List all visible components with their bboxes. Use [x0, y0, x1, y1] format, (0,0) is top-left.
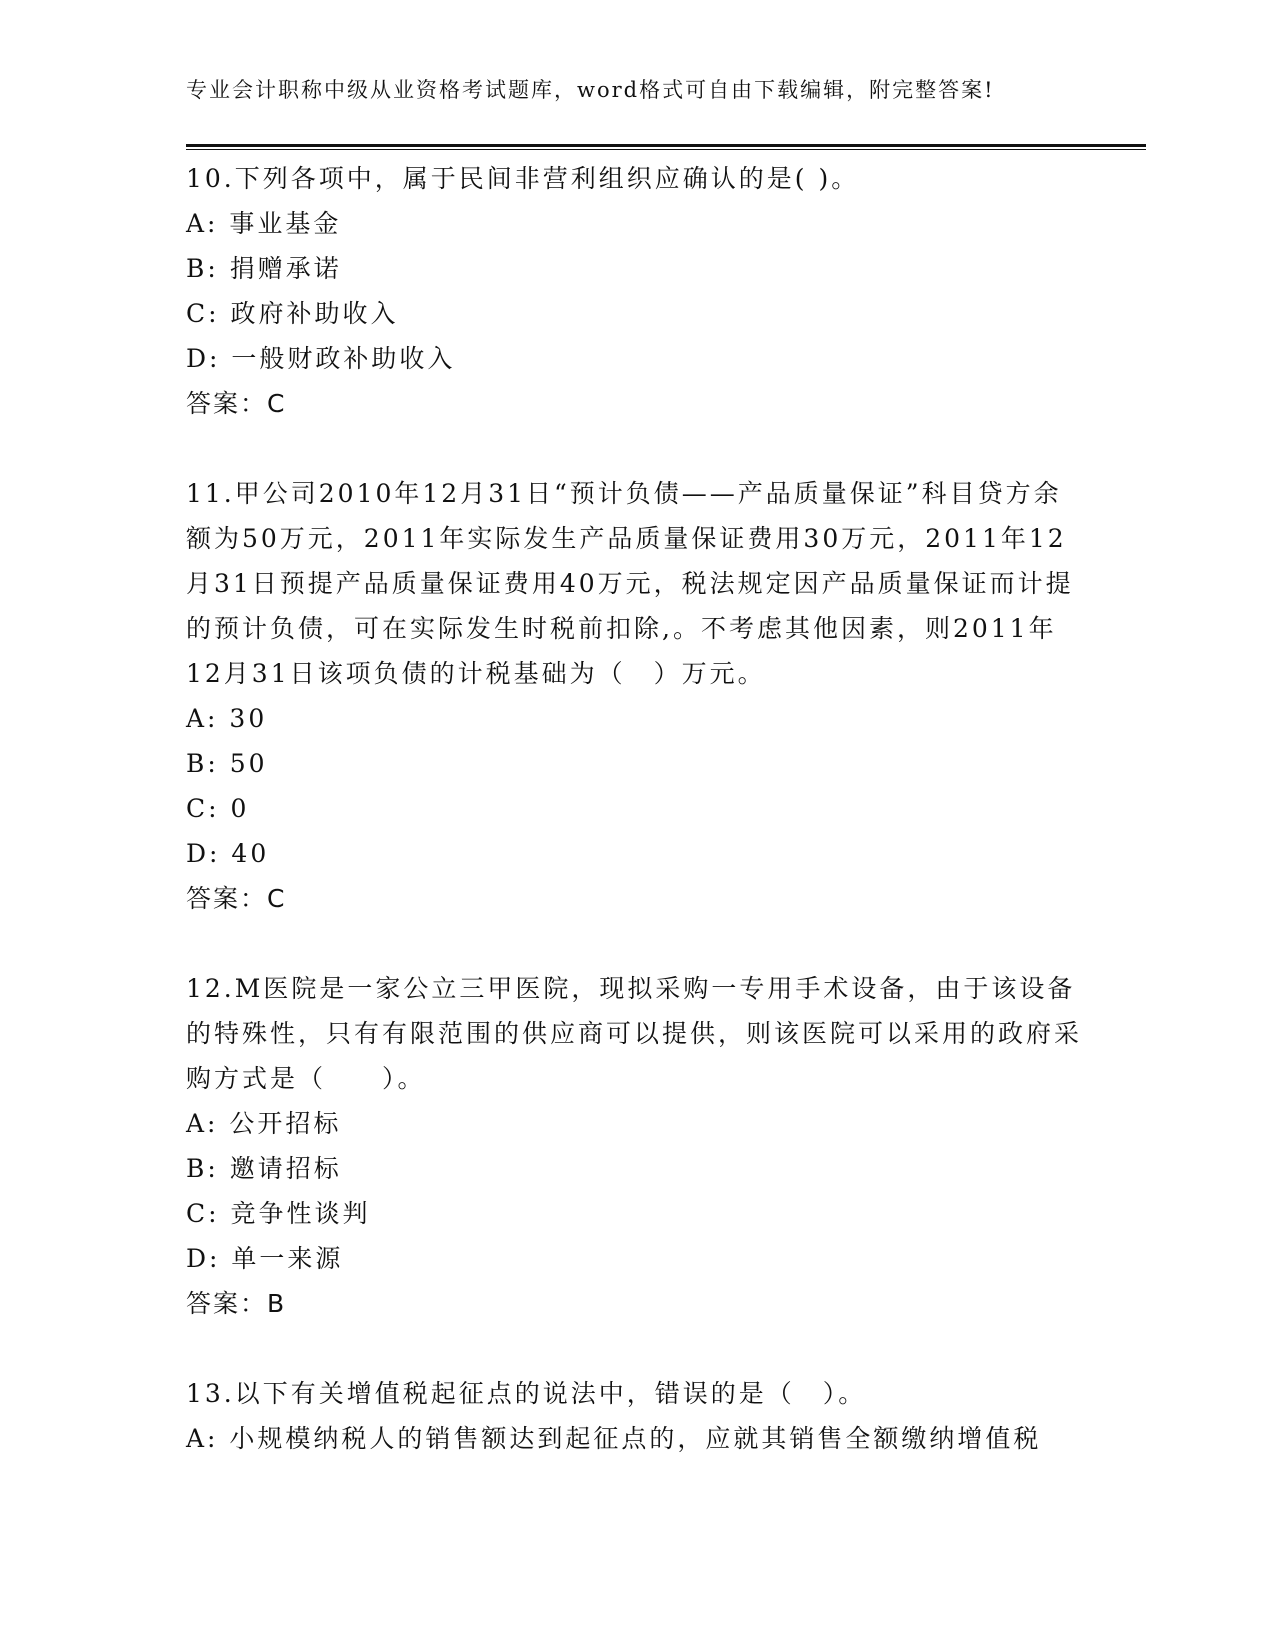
option-d: D: 单一来源 — [186, 1244, 344, 1273]
option-a: A: 小规模纳税人的销售额达到起征点的，应就其销售全额缴纳增值税 — [186, 1424, 1042, 1453]
question-list — [186, 156, 1086, 1506]
question-10 — [186, 156, 1086, 426]
option-d: D: 一般财政补助收入 — [186, 344, 456, 373]
answer-line: 答案：C — [186, 389, 287, 418]
option-c: C: 政府补助收入 — [186, 299, 399, 328]
question-12 — [186, 966, 1086, 1326]
answer-line: 答案：C — [186, 884, 287, 913]
option-a: A: 30 — [186, 704, 268, 733]
option-c: C: 0 — [186, 794, 250, 823]
option-c: C: 竞争性谈判 — [186, 1199, 371, 1228]
question-stem: 10.下列各项中，属于民间非营利组织应确认的是( )。 — [186, 164, 860, 193]
option-b: B: 50 — [186, 749, 268, 778]
option-a: A: 公开招标 — [186, 1109, 342, 1138]
question-11 — [186, 471, 1086, 921]
option-b: B: 捐赠承诺 — [186, 254, 342, 283]
question-13 — [186, 1371, 1086, 1461]
option-b: B: 邀请招标 — [186, 1154, 342, 1183]
question-stem: 11.甲公司2010年12月31日“预计负债——产品质量保证”科目贷方余额为50万元，2011年实际发生产品质量保证费用30万元，2011年12月31日预提产品质量保证费用40万元，税法规定因产品质量保证而计提的预计负债，可在实际发生时税前扣除,。不考虑其他因素，则2011年12月31日该项负债的计税基础为（ ）万元。 — [186, 479, 1074, 688]
option-d: D: 40 — [186, 839, 270, 868]
header-divider — [186, 144, 1146, 151]
answer-line: 答案：B — [186, 1289, 287, 1318]
question-stem: 12.M医院是一家公立三甲医院，现拟采购一专用手术设备，由于该设备的特殊性，只有有限范围的供应商可以提供，则该医院可以采用的政府采购方式是（ ）。 — [186, 974, 1083, 1093]
option-a: A: 事业基金 — [186, 209, 342, 238]
header-note: 专业会计职称中级从业资格考试题库，word格式可自由下载编辑，附完整答案! — [186, 78, 995, 102]
question-stem: 13.以下有关增值税起征点的说法中，错误的是（ ）。 — [186, 1379, 867, 1408]
